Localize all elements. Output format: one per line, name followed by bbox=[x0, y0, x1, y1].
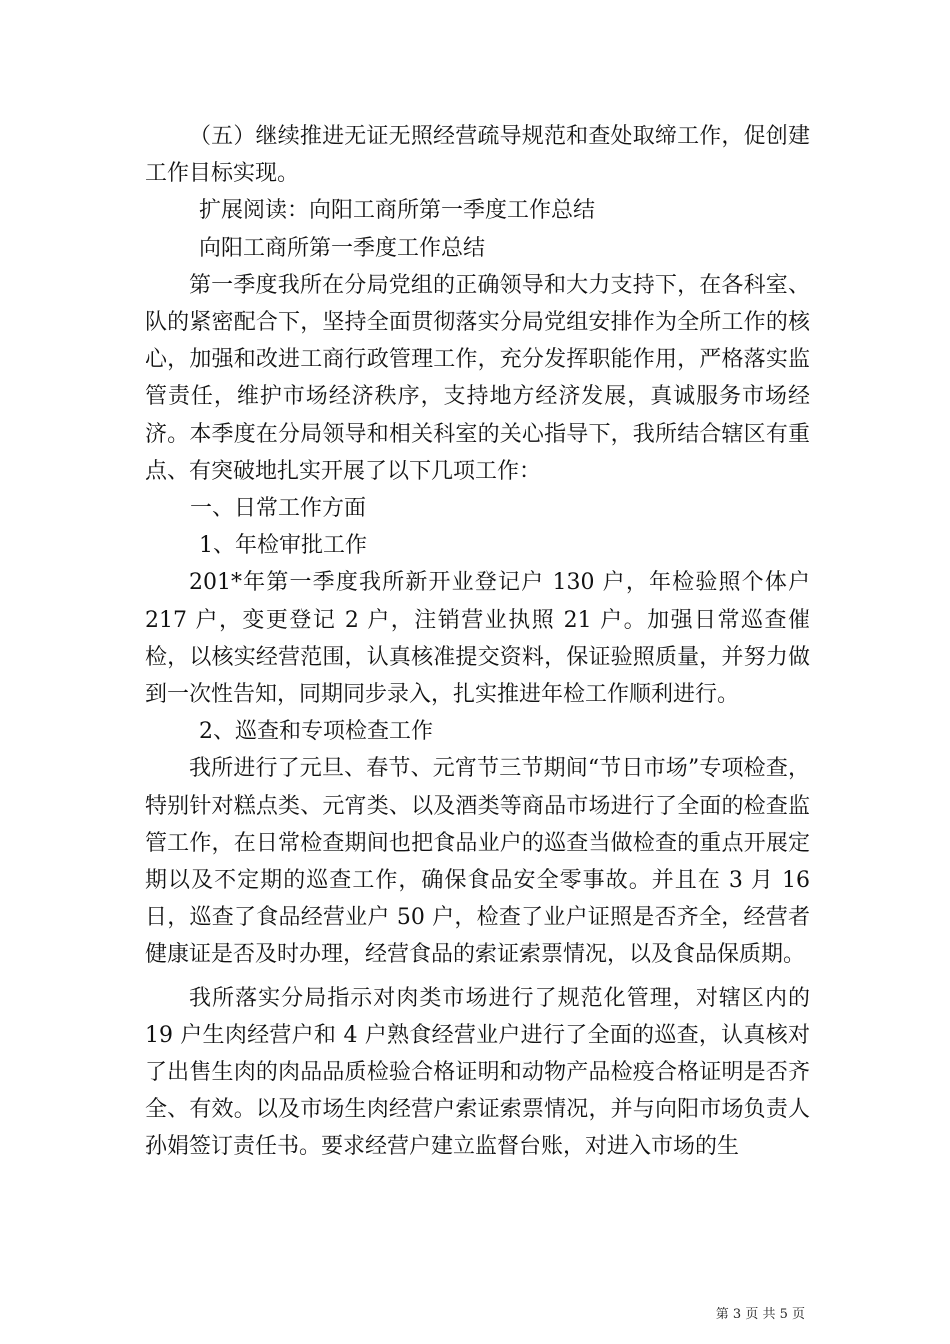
heading-daily-work: 一、日常工作方面 bbox=[190, 496, 367, 522]
paragraph-holiday-market: 我所进行了元旦、春节、元宵节三节期间“节日市场”专项检查，特别针对糕点类、元宵类、以及酒类等商品市场进行了全面的检查监管工作，在日常检查期间也把食品业户的巡查当做检查的重点开展定期以及不定期的巡查工作，确保食品安全零事故。并且在 3 月 16 日，巡查了食品经营业户 50 户，检查了业户证照是否齐全，经营者健康证是否及时办理，经营食品的索证索票情况，以及食品保质期。 bbox=[145, 756, 810, 968]
paragraph-annual-inspection: 201*年第一季度我所新开业登记户 130 户，年检验照个体户 217 户，变更登记 2 户，注销营业执照 21 户。加强日常巡查催检，以核实经营范围，认真核准提交资料，保证验照质量，并努力做到一次性告知，同期同步录入，扎实推进年检工作顺利进行。 bbox=[145, 570, 810, 708]
page-number: 第 3 页 共 5 页 bbox=[715, 1307, 805, 1322]
paragraph-meat-market: 我所落实分局指示对肉类市场进行了规范化管理，对辖区内的 19 户生肉经营户和 4 户熟食经营业户进行了全面的巡查，认真核对了出售生肉的肉品品质检验合格证明和动物产品检疫合格证明是否齐全、有效。以及市场生肉经营户索证索票情况，并与向阳市场负责人孙娟签订责任书。要求经营户建立监督台账，对进入市场的生 bbox=[145, 985, 810, 1160]
paragraph-section-five: （五）继续推进无证无照经营疏导规范和查处取缔工作，促创建工作目标实现。 bbox=[145, 124, 810, 187]
article-title: 向阳工商所第一季度工作总结 bbox=[199, 235, 486, 261]
heading-annual-inspection: 1、年检审批工作 bbox=[199, 533, 367, 559]
heading-patrol-inspection: 2、巡查和专项检查工作 bbox=[199, 719, 433, 745]
paragraph-intro: 第一季度我所在分局党组的正确领导和大力支持下，在各科室、队的紧密配合下，坚持全面贯彻落实分局党组安排作为全所工作的核心，加强和改进工商行政管理工作，充分发挥职能作用，严格落实监管责任，维护市场经济秩序，支持地方经济发展，真诚服务市场经济。本季度在分局领导和相关科室的关心指导下，我所结合辖区有重点、有突破地扎实开展了以下几项工作： bbox=[145, 272, 810, 484]
extended-reading-line: 扩展阅读：向阳工商所第一季度工作总结 bbox=[199, 198, 596, 224]
document-body bbox=[145, 118, 810, 1166]
